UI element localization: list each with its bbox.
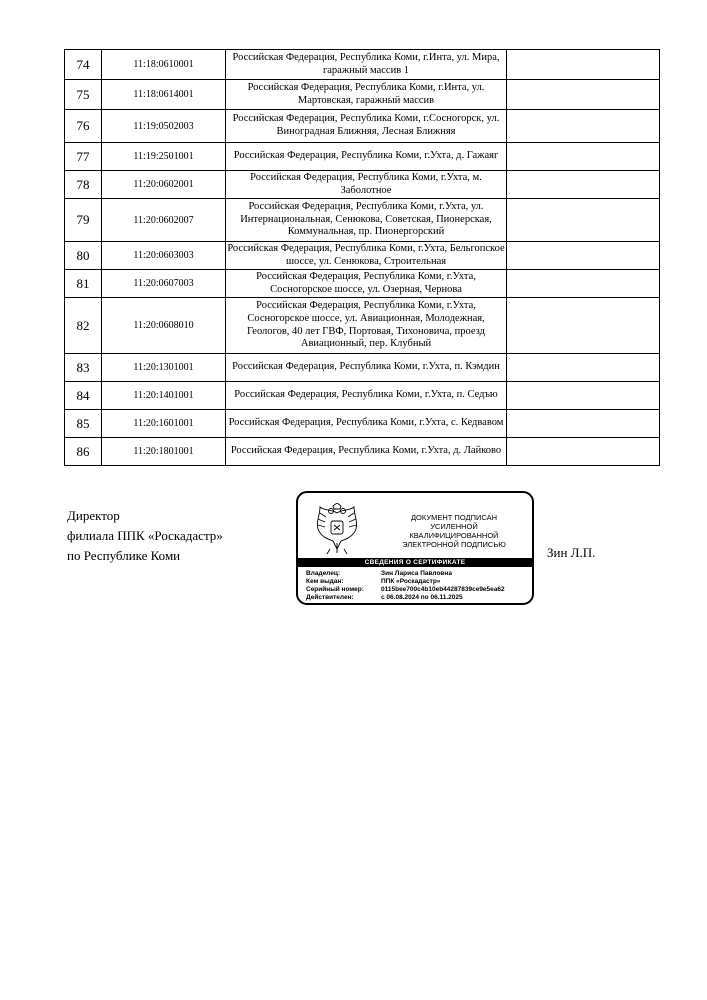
cert-validity-value: с 06.08.2024 по 06.11.2025 bbox=[381, 594, 463, 601]
signatory-branch: филиала ППК «Роскадастр» bbox=[67, 528, 223, 543]
row-number: 85 bbox=[65, 410, 102, 438]
parcel-table bbox=[64, 49, 660, 466]
table-row bbox=[65, 110, 660, 143]
address: Российская Федерация, Республика Коми, г.Ухта, Бельгопское шоссе, ул. Сенюкова, Строительная bbox=[226, 242, 507, 270]
address: Российская Федерация, Республика Коми, г.Ухта, Сосногорское шоссе, ул. Авиационная, Молодежная, Геологов, 40 лет ГВФ, Портовая, Тихоновича, проезд Авиационный, пер. Клубный bbox=[226, 298, 507, 354]
address: Российская Федерация, Республика Коми, г.Ухта, с. Кедвавом bbox=[226, 410, 507, 438]
row-number: 78 bbox=[65, 171, 102, 199]
row-number: 84 bbox=[65, 382, 102, 410]
cert-issuer-value: ППК «Роскадастр» bbox=[381, 578, 441, 585]
empty-cell bbox=[507, 410, 660, 438]
cadastral-quarter: 11:20:0602001 bbox=[102, 171, 226, 199]
certificate-header: СВЕДЕНИЯ О СЕРТИФИКАТЕ bbox=[298, 558, 532, 567]
table-row bbox=[65, 438, 660, 466]
cadastral-quarter: 11:20:0603003 bbox=[102, 242, 226, 270]
address: Российская Федерация, Республика Коми, г.Ухта, д. Лайково bbox=[226, 438, 507, 466]
table-row bbox=[65, 242, 660, 270]
row-number: 76 bbox=[65, 110, 102, 143]
address: Российская Федерация, Республика Коми, г.Ухта, д. Гажаяг bbox=[226, 143, 507, 171]
cert-validity-row bbox=[306, 594, 532, 602]
empty-cell bbox=[507, 110, 660, 143]
address: Российская Федерация, Республика Коми, г.Ухта, м. Заболотное bbox=[226, 171, 507, 199]
cert-issuer-label: Кем выдан: bbox=[306, 578, 344, 585]
certificate-details bbox=[306, 570, 532, 602]
cadastral-quarter: 11:19:0502003 bbox=[102, 110, 226, 143]
row-number: 83 bbox=[65, 354, 102, 382]
table-row bbox=[65, 298, 660, 354]
table-row bbox=[65, 50, 660, 80]
stamp-title bbox=[380, 513, 528, 549]
row-number: 80 bbox=[65, 242, 102, 270]
cert-serial-label: Серийный номер: bbox=[306, 586, 364, 593]
stamp-title-line: УСИЛЕННОЙ bbox=[430, 522, 478, 531]
address: Российская Федерация, Республика Коми, г.Ухта, Сосногорское шоссе, ул. Озерная, Чернова bbox=[226, 270, 507, 298]
table-row bbox=[65, 354, 660, 382]
table-row bbox=[65, 171, 660, 199]
empty-cell bbox=[507, 80, 660, 110]
row-number: 79 bbox=[65, 199, 102, 242]
signatory-region: по Республике Коми bbox=[67, 548, 181, 563]
signatory-title: Директор bbox=[67, 508, 120, 523]
table-row bbox=[65, 410, 660, 438]
address: Российская Федерация, Республика Коми, г.Сосногорск, ул. Виноградная Ближняя, Лесная Ближняя bbox=[226, 110, 507, 143]
cert-validity-label: Действителен: bbox=[306, 594, 354, 601]
row-number: 82 bbox=[65, 298, 102, 354]
table-row bbox=[65, 199, 660, 242]
cadastral-quarter: 11:18:0614001 bbox=[102, 80, 226, 110]
empty-cell bbox=[507, 199, 660, 242]
row-number: 86 bbox=[65, 438, 102, 466]
cert-serial-row bbox=[306, 586, 532, 594]
table-row bbox=[65, 382, 660, 410]
electronic-signature-stamp bbox=[296, 491, 534, 605]
address: Российская Федерация, Республика Коми, г.Инта, ул. Мира, гаражный массив 1 bbox=[226, 50, 507, 80]
row-number: 81 bbox=[65, 270, 102, 298]
cadastral-quarter: 11:20:1801001 bbox=[102, 438, 226, 466]
address: Российская Федерация, Республика Коми, г.Ухта, ул. Интернациональная, Сенюкова, Советская, Пионерская, Коммунальная, пр. Пионергорский bbox=[226, 199, 507, 242]
address: Российская Федерация, Республика Коми, г.Ухта, п. Кэмдин bbox=[226, 354, 507, 382]
row-number: 77 bbox=[65, 143, 102, 171]
cadastral-quarter: 11:20:1601001 bbox=[102, 410, 226, 438]
empty-cell bbox=[507, 143, 660, 171]
cert-owner-value: Зин Лариса Павловна bbox=[381, 570, 452, 577]
row-number: 75 bbox=[65, 80, 102, 110]
empty-cell bbox=[507, 242, 660, 270]
stamp-title-line: ЭЛЕКТРОННОЙ ПОДПИСЬЮ bbox=[402, 540, 506, 549]
cadastral-quarter: 11:19:2501001 bbox=[102, 143, 226, 171]
empty-cell bbox=[507, 298, 660, 354]
cadastral-quarter: 11:20:0602007 bbox=[102, 199, 226, 242]
table-row bbox=[65, 270, 660, 298]
table-row bbox=[65, 80, 660, 110]
empty-cell bbox=[507, 50, 660, 80]
row-number: 74 bbox=[65, 50, 102, 80]
stamp-title-line: ДОКУМЕНТ ПОДПИСАН bbox=[410, 513, 498, 522]
cadastral-quarter: 11:18:0610001 bbox=[102, 50, 226, 80]
table-row bbox=[65, 143, 660, 171]
address: Российская Федерация, Республика Коми, г.Инта, ул. Мартовская, гаражный массив bbox=[226, 80, 507, 110]
signatory-position bbox=[67, 506, 223, 566]
stamp-title-line: КВАЛИФИЦИРОВАННОЙ bbox=[409, 531, 499, 540]
cadastral-quarter: 11:20:1401001 bbox=[102, 382, 226, 410]
cadastral-quarter: 11:20:1301001 bbox=[102, 354, 226, 382]
cert-issuer-row bbox=[306, 578, 532, 586]
cert-owner-row bbox=[306, 570, 532, 578]
empty-cell bbox=[507, 438, 660, 466]
empty-cell bbox=[507, 354, 660, 382]
empty-cell bbox=[507, 171, 660, 199]
cadastral-quarter: 11:20:0607003 bbox=[102, 270, 226, 298]
cadastral-quarter: 11:20:0608010 bbox=[102, 298, 226, 354]
cert-serial-value: 0115bee700c4b10eb44287839ce9e5ea62 bbox=[381, 586, 505, 593]
coat-of-arms-icon bbox=[312, 503, 362, 555]
address: Российская Федерация, Республика Коми, г.Ухта, п. Седъю bbox=[226, 382, 507, 410]
empty-cell bbox=[507, 382, 660, 410]
signatory-name: Зин Л.П. bbox=[547, 545, 596, 560]
empty-cell bbox=[507, 270, 660, 298]
cert-owner-label: Владелец: bbox=[306, 570, 340, 577]
